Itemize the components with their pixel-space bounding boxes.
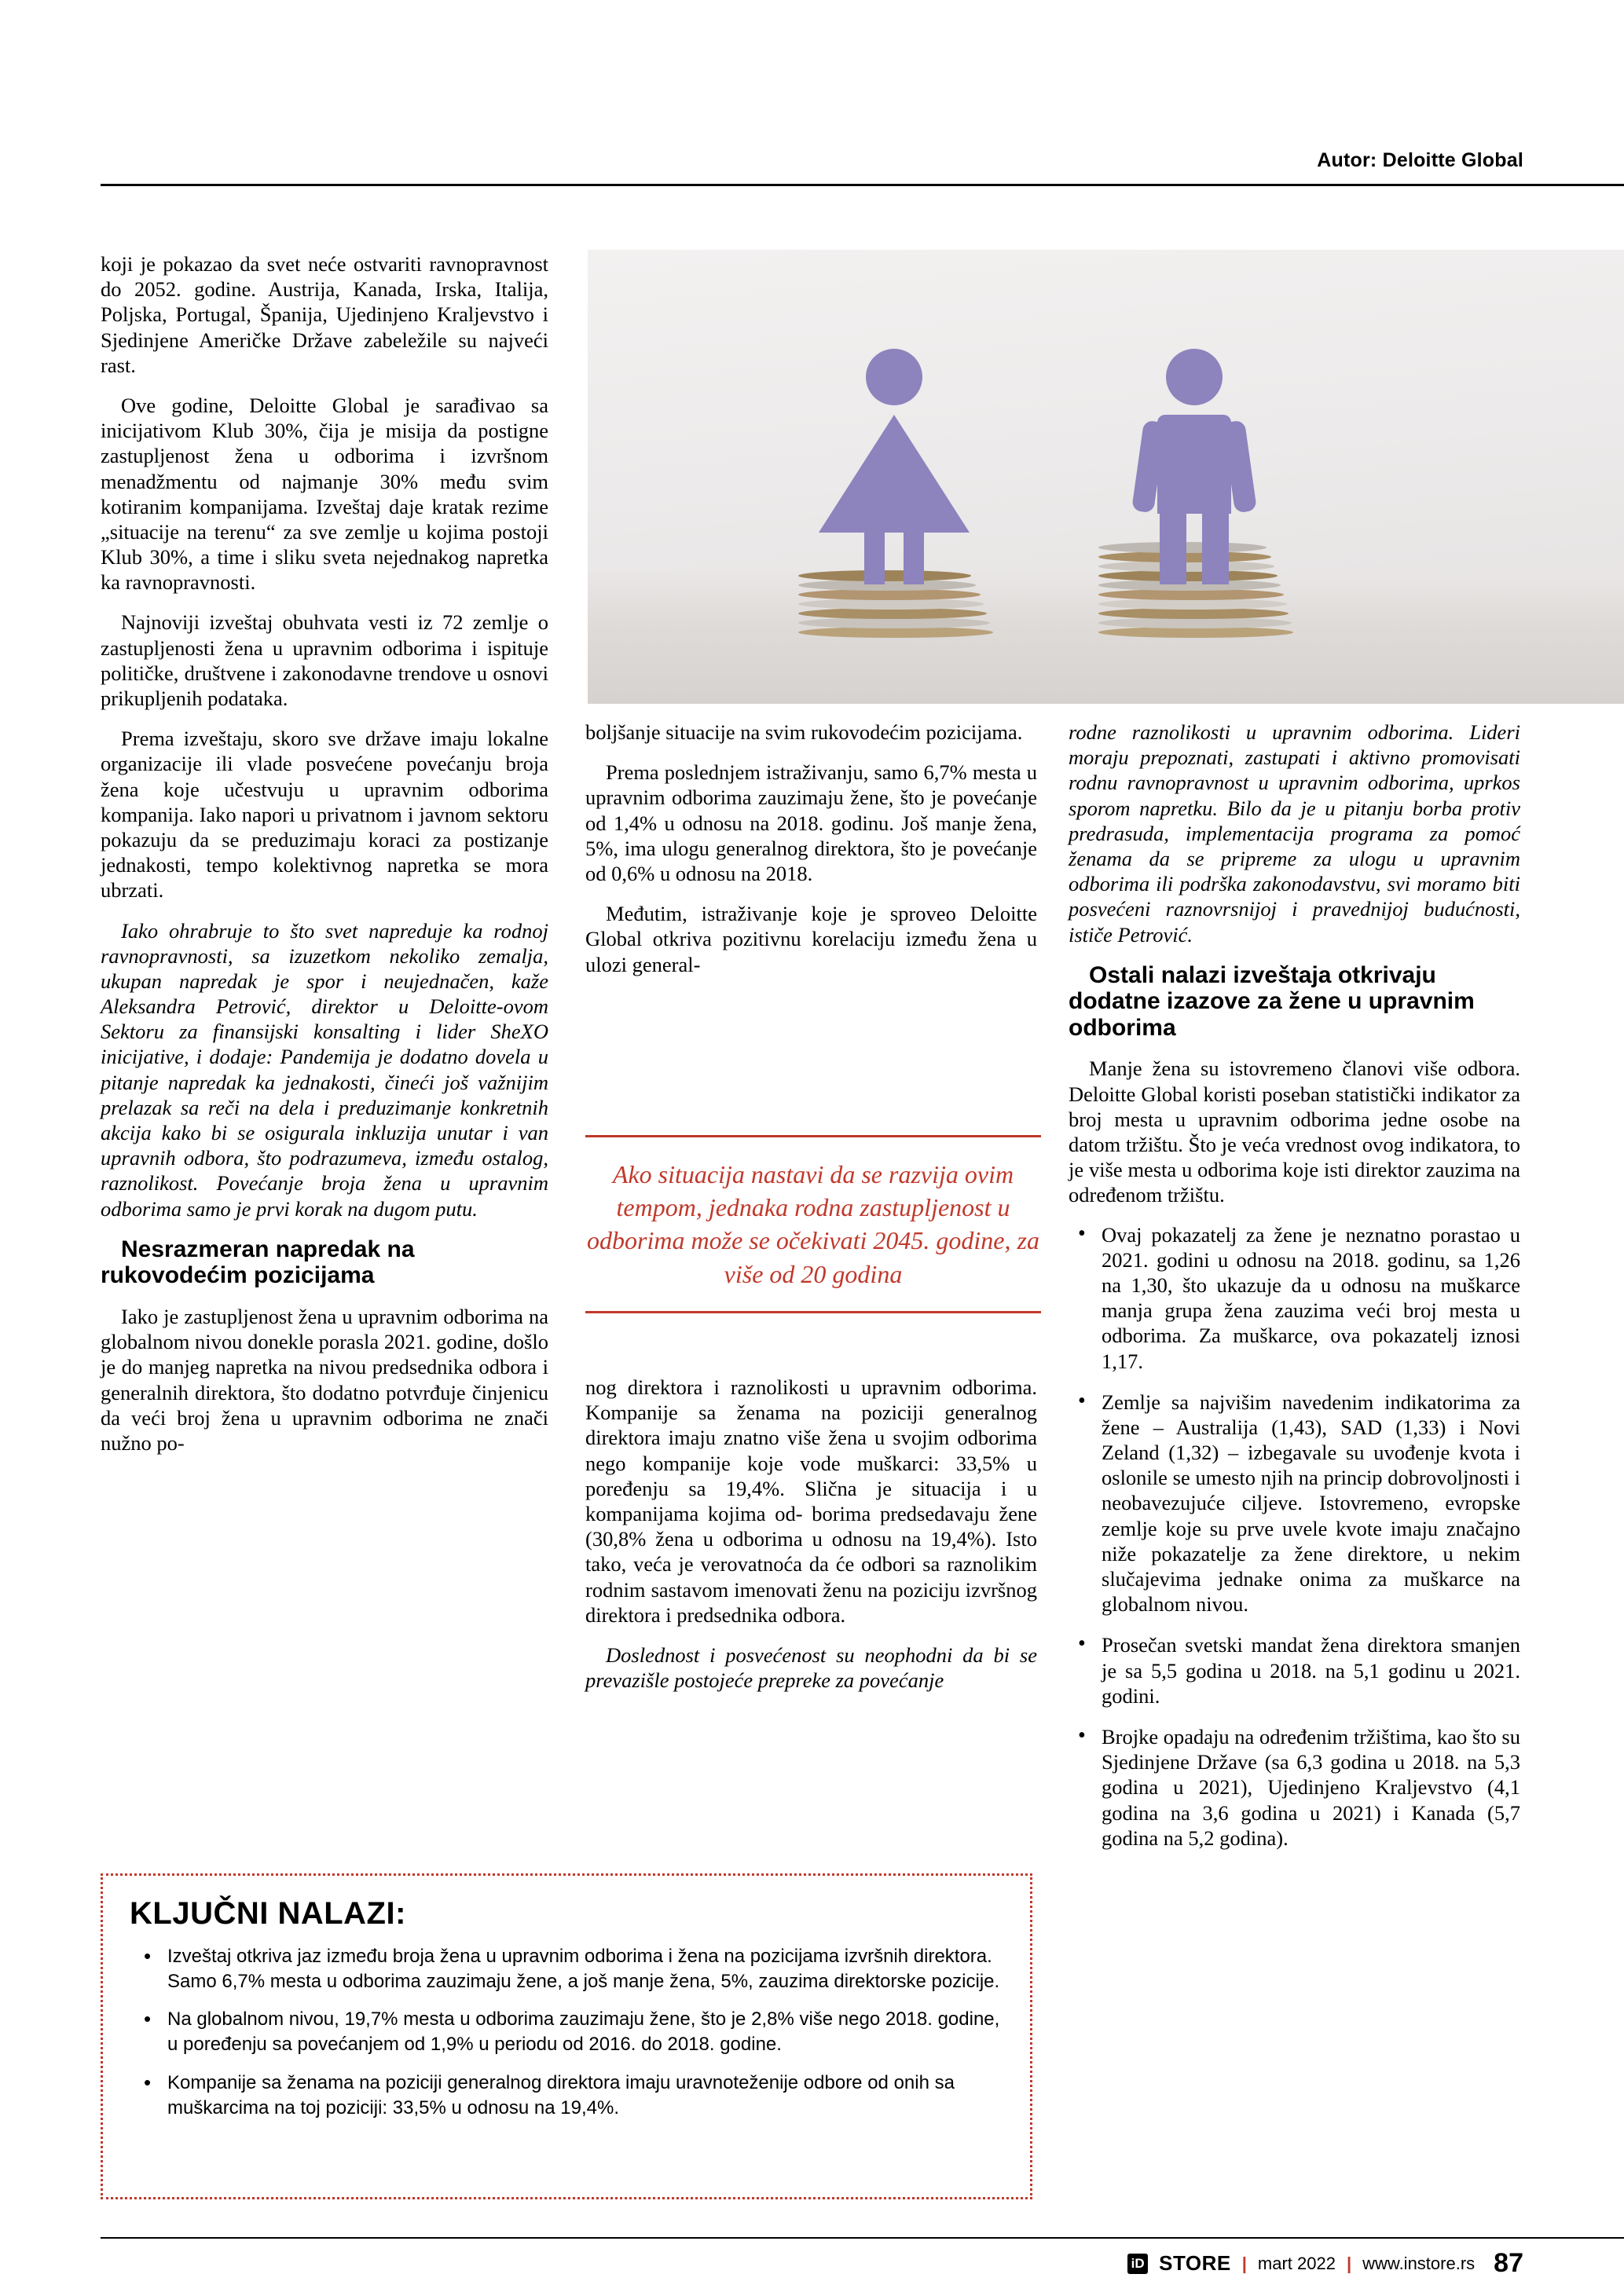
- female-figure-icon: [816, 349, 973, 584]
- section-subheading: Nesrazmeran napredak na rukovodećim pozicijama: [101, 1236, 415, 1289]
- magazine-brand: STORE: [1159, 2251, 1231, 2275]
- findings-list: [1069, 1222, 1520, 1851]
- key-findings-list: [130, 1944, 1003, 2121]
- website-url: www.instore.rs: [1362, 2253, 1476, 2273]
- list-item: • Ovaj pokazatelj za žene je neznatno porastao u 2021. godini u odnosu na 2018. godinu, sa 1,26 na 1,30, što ukazuje da u odnosu na muškarce manja grupa žena zauzima veći broj mesta u odborima. Za muškarce, ova pokazatelj iznosi 1,17.: [1069, 1222, 1520, 1374]
- paragraph: Najnoviji izveštaj obuhvata vesti iz 72 zemlje o zastupljenosti žena u upravnim odborima i ispituje političke, društvene i zakonodavne trendove u osnovi prikupljenih podataka.: [101, 610, 548, 710]
- paragraph-italic-quote: rodne raznolikosti u upravnim odborima. Lideri moraju prepoznati, zastupati i aktivno promovisati rodnu ravnopravnost u upravnim odborima, uprkos sporom napretku. Bilo da je u pitanju borba protiv predrasuda, implementacija programa za pomoć ženama da se pripreme za ulogu u upravnim odborima ili podrška zakonodavstvu, svi moramo biti posvećeni raznovrsnijoj i pravednijoj budućnosti, ističe Petrović.: [1069, 720, 1520, 947]
- paragraph: Manje žena su istovremeno članovi više odbora. Deloitte Global koristi poseban statistički indikator za broj mesta u upravnim odborima jedne osobe na datom tržištu. Što je veća vrednost ovog indikatora, to je više mesta u odborima koje isti direktor zauzima na određenom tržištu.: [1069, 1056, 1520, 1207]
- paragraph: Prema izveštaju, skoro sve države imaju lokalne organizacije ili vlade posvećene povećanju broja žena koje učestvuju u upravnim odborima kompanija. Iako napori u privatnom i javnom sektoru pokazuju da se preduzimaju koraci za postizanje jednakosti, tempo kolektivnog napretka se mora ubrzati.: [101, 727, 548, 903]
- list-item: • Zemlje sa najvišim navedenim indikatorima za žene – Australija (1,43), SAD (1,33) i Novi Zeland (1,32) – izbegavale su uvođenje kvota i oslonile se umesto njih na princip dobrovoljnosti i neobavezujuće ciljeve. Istovremeno, evropske zemlje koje su prve uvele kvote imaju značajno niže pokazatelje za žene direktore, u nekim slučajevima jednake onima za muškarce na globalnom nivou.: [1069, 1390, 1520, 1617]
- paragraph: Iako je zastupljenost žena u upravnim odborima na globalnom nivou donekle porasla 2021. godine, došlo je do manjeg napretka na nivou predsednika odbora i generalnih direktora, što dodatno potvrđuje činjenicu da veći broj žena u upravnim odborima ne znači nužno po-: [101, 1304, 548, 1455]
- section-subheading: Ostali nalazi izveštaja otkrivaju dodatne izazove za žene u upravnim odborima: [1069, 961, 1475, 1041]
- article-photo: [588, 250, 1624, 704]
- page-number: 87: [1494, 2248, 1523, 2278]
- list-item: • Brojke opadaju na određenim tržištima, kao što su Sjedinjene Države (sa 6,3 godina u 2018. na 5,3 godina u 2021), Ujedinjeno Kraljevstvo (4,1 godina na 3,6 godina u 2021) i Kanada (5,7 godina na 5,2 godina).: [1069, 1724, 1520, 1851]
- article-column-2: [585, 720, 1037, 977]
- paragraph: koji je pokazao da svet neće ostvariti ravnopravnost do 2052. godine. Austrija, Kanada, Irska, Italija, Poljska, Portugal, Španija, Ujedinjeno Kraljevstvo i Sjedinjene Američke Države zabeležile su najveći rast.: [101, 252, 548, 377]
- article-column-3: [1069, 720, 1520, 1866]
- page-header-author: Autor: Deloitte Global: [1317, 149, 1523, 171]
- paragraph-italic-quote: Iako ohrabruje to što svet napreduje ka rodnoj ravnopravnosti, sa izuzetkom nekoliko zemalja, ukupan napredak je spor i neujednačen, kaže Aleksandra Petrović, direktor u Deloitte-ovom Sektoru za finansijski konsalting i lider SheXO inicijative, i dodaje: Pandemija je dodatno dovela u pitanje napredak ka jednakosti, čineći još važnijim prelazak sa reči na dela i preduzimanje konkretnih akcija kako bi se osigurala inkluzija unutar i van upravnih odbora, što podrazumeva, između ostalog, raznolikost. Povećanje broja žena u upravnim odborima samo je prvi korak na dugom putu.: [101, 918, 548, 1221]
- paragraph: nog direktora i raznolikosti u upravnim odborima. Kompanije sa ženama na poziciji generalnog direktora imaju znatno više žena u svojim odborima nego kompanije koje vode muškarci: 33,5% u poređenju sa 19,4%. Slična je situacija i u kompanijama kojima od- borima predsedavaju žene (30,8% žena u odborima u odnosu na 19,4%). Isto tako, veća je verovatnoća da će odbori sa raznolikim rodnim sastavom imenovati ženu na poziciju izvršnog direktora i predsednika odbora.: [585, 1375, 1037, 1627]
- footer-separator-icon: |: [1241, 2253, 1247, 2273]
- list-item: • Izveštaj otkriva jaz između broja žena u upravnim odborima i žena na pozicijama izvršnih direktora. Samo 6,7% mesta u odborima zauzimaju žene, a još manje žena, 5%, zauzima direktorske pozicije.: [130, 1944, 1003, 1994]
- header-divider: [101, 184, 1624, 186]
- list-item: • Prosečan svetski mandat žena direktora smanjen je sa 5,5 godina u 2018. na 5,1 godinu u 2021. godini.: [1069, 1632, 1520, 1708]
- paragraph: Prema poslednjem istraživanju, samo 6,7% mesta u upravnim odborima zauzimaju žene, što je povećanje od 1,4% u odnosu na 2018. godinu. Još manje žena, 5%, ima ulogu generalnog direktora, što je povećanje od 0,6% u odnosu na 2018.: [585, 760, 1037, 885]
- list-item: • Kompanije sa ženama na poziciji generalnog direktora imaju uravnoteženije odbore od onih sa muškarcima na toj poziciji: 33,5% u odnosu na 19,4%.: [130, 2071, 1003, 2121]
- footer-separator-icon: |: [1346, 2253, 1352, 2273]
- article-column-1: [101, 251, 548, 1456]
- paragraph: Međutim, istraživanje koje je sproveo Deloitte Global otkriva pozitivnu korelaciju između žena u ulozi general-: [585, 902, 1037, 976]
- page-footer: [1127, 2248, 1523, 2279]
- pull-quote: Ako situacija nastavi da se razvija ovim tempom, jednaka rodna zastupljenost u odborima može se očekivati 2045. godine, za više od 20 godina: [585, 1135, 1041, 1313]
- paragraph-italic-tail: Doslednost i posvećenost su neophodni da bi se prevazišle postojeće prepreke za povećanje: [585, 1642, 1037, 1693]
- list-item: • Na globalnom nivou, 19,7% mesta u odborima zauzimaju žene, što je 2,8% više nego 2018. godine, u poređenju sa povećanjem od 1,9% u periodu od 2016. do 2018. godine.: [130, 2007, 1003, 2057]
- instore-logo-icon: iD: [1127, 2254, 1148, 2274]
- issue-date: mart 2022: [1257, 2253, 1336, 2273]
- male-figure-icon: [1116, 349, 1273, 584]
- footer-divider: [101, 2237, 1624, 2239]
- article-column-2-bottom: [585, 1375, 1037, 1693]
- paragraph: Ove godine, Deloitte Global je sarađivao sa inicijativom Klub 30%, čija je misija da postigne zastupljenost žena u odborima i izvršnom menadžmentu od najmanje 30% među svim kotiranim kompanijama. Izveštaj daje kratak rezime „situacije na terenu“ za sve zemlje u kojima postoji Klub 30%, a time i sliku sveta nejednakog napretka ka ravnopravnosti.: [101, 393, 548, 595]
- key-findings-title: KLJUČNI NALAZI:: [130, 1896, 406, 1931]
- paragraph: boljšanje situacije na svim rukovodećim pozicijama.: [585, 720, 1023, 744]
- key-findings-box: [101, 1873, 1032, 2199]
